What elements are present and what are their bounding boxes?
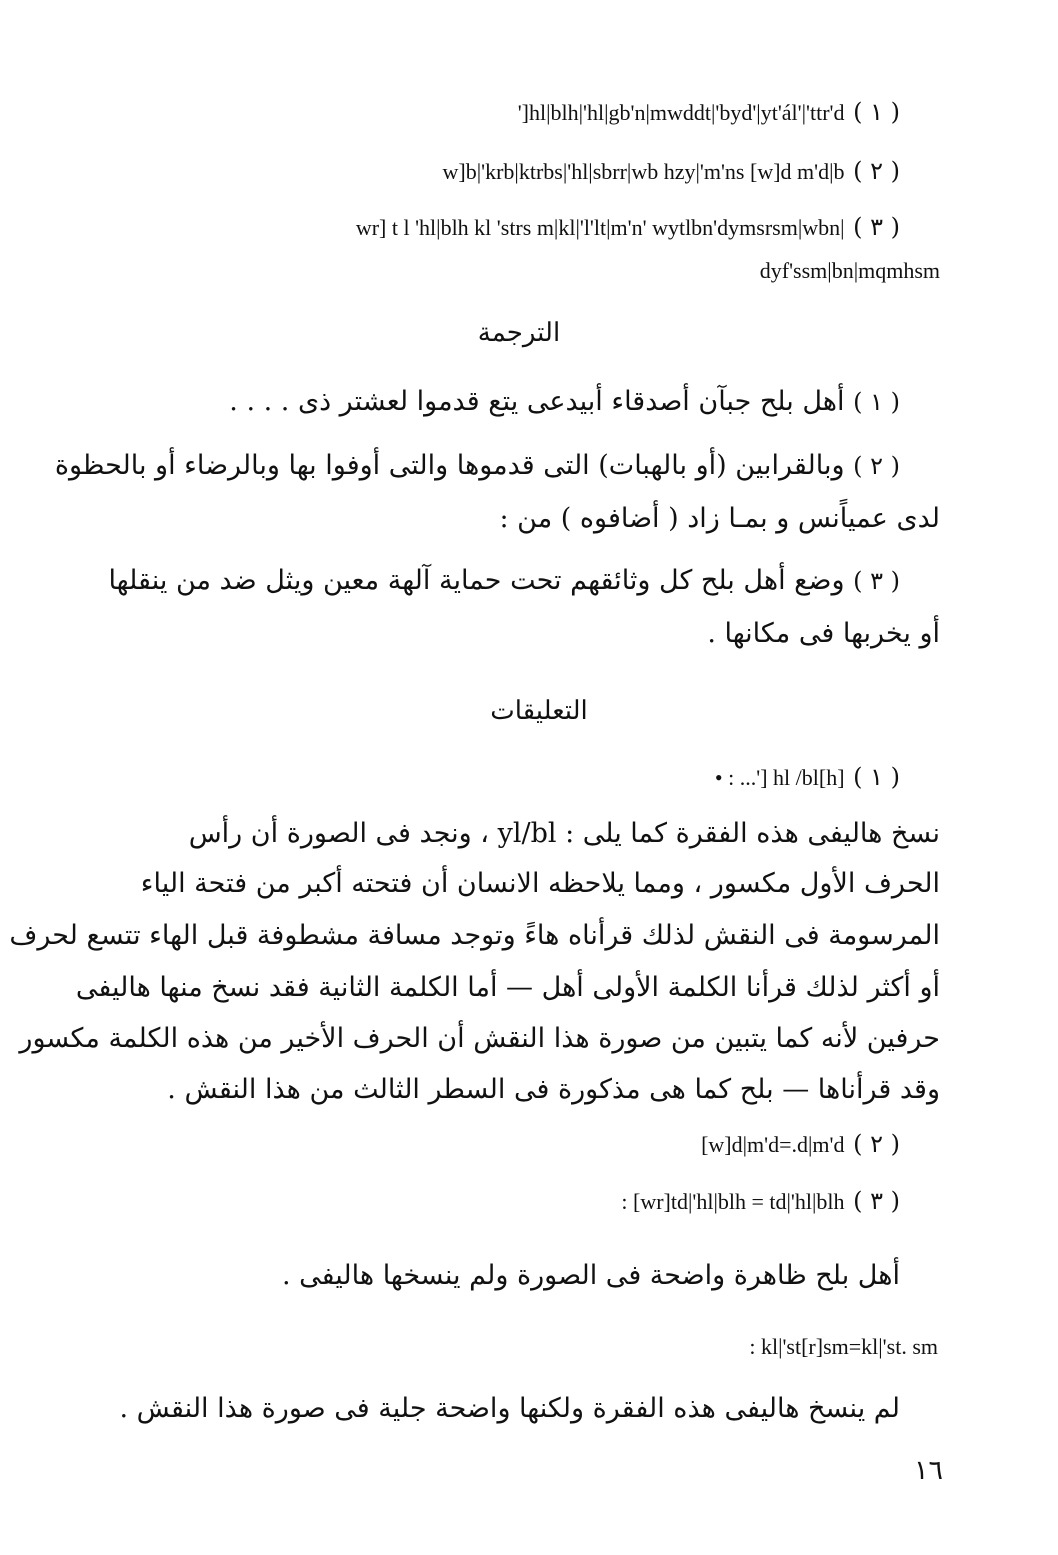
item-number: ( ٢ ) xyxy=(853,452,900,480)
item-number: ( ١ ) xyxy=(853,388,900,416)
note-1-para-line-5: حرفين لأنه كما يتبين من صورة هذا النقش أن الحرف الأخير من هذه الكلمة مكسور xyxy=(19,1023,940,1054)
note-3b-translit: : kl|'st[r]sm=kl|'st. sm xyxy=(749,1334,938,1359)
translit-text: w]b|'krb|ktrbs|'hl|sbrr|wb hzy|'m'ns [w]d m'd|b xyxy=(442,159,845,184)
translation-text: وبالقرابين (أو بالهبات) التى قدموها والتى أوفوا بها وبالرضاء أو بالحظوة xyxy=(54,450,845,481)
note-1-line xyxy=(560,763,900,790)
item-number: ( ٣ ) xyxy=(853,213,900,241)
translit-line-1 xyxy=(110,98,900,125)
item-number: ( ١ ) xyxy=(853,98,900,126)
note-translit: [w]d|m'd=.d|m'd xyxy=(701,1132,845,1157)
translit-text: ']hl|blh|'hl|gb'n|mwddt|'byd'|yt'ál'|'ttr'd xyxy=(517,100,845,125)
translit-line-2 xyxy=(110,157,900,184)
translit-line-3-cont: dyf'ssm|bn|mqmhsm xyxy=(759,258,940,283)
translit-line-3 xyxy=(120,213,900,240)
note-1-para-line-2: الحرف الأول مكسور ، ومما يلاحظه الانسان أن فتحته أكبر من فتحة الياء xyxy=(140,868,940,899)
note-1-para-line-4: أو أكثر لذلك قرأنا الكلمة الأولى أهل — أما الكلمة الثانية فقد نسخ منها هاليفى xyxy=(75,972,940,1003)
note-1-para-line-1: نسخ هاليفى هذه الفقرة كما يلى : yl/bl ، ونجد فى الصورة أن رأس xyxy=(188,818,940,849)
notes-heading: التعليقات xyxy=(490,696,588,726)
item-number: ( ٢ ) xyxy=(853,157,900,185)
translation-text: أهل بلح جبآن أصدقاء أبيدعى يتع قدموا لعشتر ذى . . . . xyxy=(229,386,845,417)
note-translit: • : ...'] hl /bl[h] xyxy=(714,765,845,790)
translation-line-2-cont: لدى عمياًنس و بمـا زاد ( أضافوه ) من : xyxy=(499,503,940,534)
note-1-para-line-3: المرسومة فى النقش لذلك قرأناه هاءً وتوجد مسافة مشطوفة قبل الهاء تتسع لحرف xyxy=(9,920,940,951)
note-2-line xyxy=(560,1130,900,1157)
note-3-para: أهل بلح ظاهرة واضحة فى الصورة ولم ينسخها هاليفى . xyxy=(281,1260,900,1291)
item-number: ( ٣ ) xyxy=(853,567,900,595)
translation-line-2 xyxy=(54,450,900,481)
note-1-para-line-6: وقد قرأناها — بلح كما هى مذكورة فى السطر الثالث من هذا النقش . xyxy=(167,1074,940,1105)
note-3-line xyxy=(480,1187,900,1214)
item-number: ( ٣ ) xyxy=(853,1187,900,1215)
translation-line-3-cont: أو يخربها فى مكانها . xyxy=(707,618,940,649)
translation-line-3 xyxy=(108,565,900,596)
item-number: ( ٢ ) xyxy=(853,1130,900,1158)
note-translit: : [wr]td|'hl|blh = td|'hl|blh xyxy=(621,1189,845,1214)
note-3b-para: لم ينسخ هاليفى هذه الفقرة ولكنها واضحة جلية فى صورة هذا النقش . xyxy=(119,1393,900,1424)
item-number: ( ١ ) xyxy=(853,763,900,791)
translit-text: wr] t l 'hl|blh kl 'strs m|kl|'l'lt|m'n' wytlbn'dymsrsm|wbn| xyxy=(355,215,845,240)
translation-text: وضع أهل بلح كل وثائقهم تحت حماية آلهة معين ويثل ضد من ينقلها xyxy=(108,565,845,596)
page-number: ١٦ xyxy=(913,1455,943,1486)
translation-line-1 xyxy=(230,388,900,415)
translation-heading: الترجمة xyxy=(477,318,561,348)
